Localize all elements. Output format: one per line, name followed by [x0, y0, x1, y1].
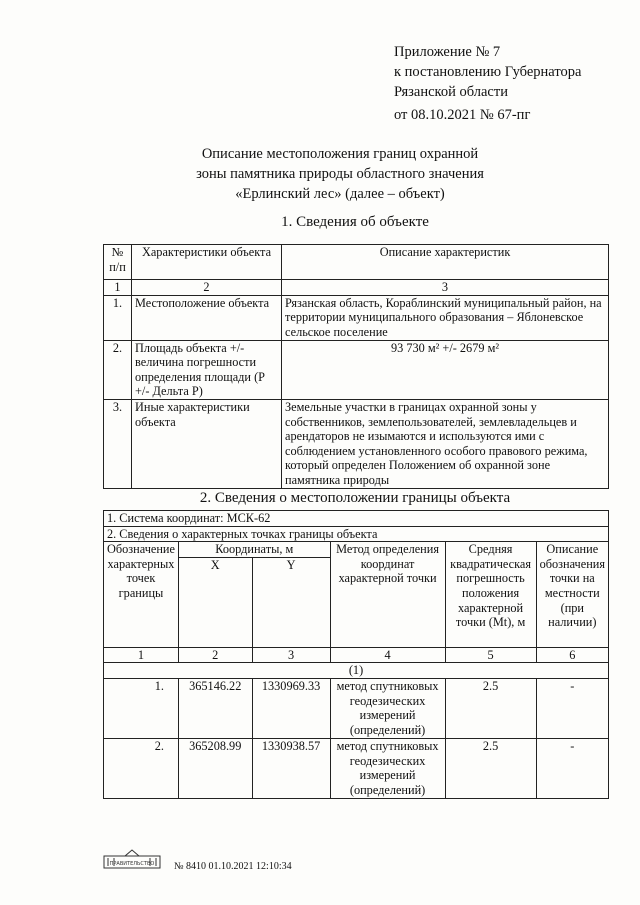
appendix-line: Рязанской области — [394, 84, 508, 100]
table-row — [104, 678, 609, 738]
point-id: 2. — [104, 738, 179, 798]
point-x: 365208.99 — [178, 738, 252, 798]
column-number: 1 — [104, 280, 132, 296]
point-error: 2.5 — [445, 738, 536, 798]
object-info-table — [103, 244, 609, 489]
appendix-date: от 08.10.2021 № 67-пг — [394, 107, 531, 123]
table-header-row — [104, 542, 609, 558]
row-description: Рязанская область, Кораблинский муниципальный район, на территории муниципального образования – Яблоневское сельское поселение — [282, 295, 609, 340]
section2-heading: 2. Сведения о местоположении границы объекта — [199, 490, 511, 506]
row-characteristic: Площадь объекта +/- величина погрешности определения площади (Р +/- Дельта Р) — [132, 340, 282, 399]
contour-label: (1) — [104, 663, 609, 679]
header-cell: Метод определения координат характерной точки — [330, 542, 445, 648]
point-x: 365146.22 — [178, 678, 252, 738]
column-number-row — [104, 280, 609, 296]
row-characteristic: Местоположение объекта — [132, 295, 282, 340]
appendix-line: к постановлению Губернатора — [394, 64, 582, 80]
column-number: 2 — [178, 647, 252, 663]
column-number: 4 — [330, 647, 445, 663]
stamp-caption: ПРАВИТЕЛЬСТВО — [109, 861, 155, 867]
header-cell: Описание обозначения точки на местности (при наличии) — [536, 542, 608, 648]
point-description: - — [536, 738, 608, 798]
row-number: 2. — [104, 340, 132, 399]
point-error: 2.5 — [445, 678, 536, 738]
point-y: 1330969.33 — [252, 678, 330, 738]
header-cell: № п/п — [104, 245, 132, 280]
points-title: 2. Сведения о характерных точках границы объекта — [104, 526, 609, 542]
header-cell: Координаты, м — [178, 542, 330, 558]
registration-number: № 8410 01.10.2021 12:10:34 — [174, 861, 292, 872]
point-id: 1. — [104, 678, 179, 738]
appendix-line: Приложение № 7 — [394, 44, 501, 60]
header-cell: Характеристики объекта — [132, 245, 282, 280]
row-number: 1. — [104, 295, 132, 340]
table-row — [104, 340, 609, 399]
document-title — [0, 144, 640, 204]
point-method: метод спутниковых геодезических измерений (определений) — [330, 678, 445, 738]
column-number: 1 — [104, 647, 179, 663]
points-title-row — [104, 526, 609, 542]
column-number: 3 — [252, 647, 330, 663]
header-cell: Средняя квадратическая погрешность положения характерной точки (Mt), м — [445, 542, 536, 648]
title-line: «Ерлинский лес» (далее – объект) — [235, 186, 445, 202]
row-characteristic: Иные характеристики объекта — [132, 399, 282, 488]
row-number: 3. — [104, 399, 132, 488]
point-y: 1330938.57 — [252, 738, 330, 798]
contour-row — [104, 663, 609, 679]
table-row — [104, 738, 609, 798]
appendix-block — [394, 42, 581, 125]
column-number: 6 — [536, 647, 608, 663]
header-cell-y: Y — [252, 557, 330, 647]
table-header-row — [104, 245, 609, 280]
column-number: 3 — [282, 280, 609, 296]
government-building-stamp-icon — [103, 848, 161, 870]
column-number-row — [104, 647, 609, 663]
point-method: метод спутниковых геодезических измерений (определений) — [330, 738, 445, 798]
table-row — [104, 399, 609, 488]
column-number: 5 — [445, 647, 536, 663]
section1-heading: 1. Сведения об объекте — [281, 214, 429, 230]
coord-system: 1. Система координат: МСК-62 — [104, 511, 609, 527]
header-cell: Описание характеристик — [282, 245, 609, 280]
boundary-points-table — [103, 510, 609, 799]
coord-system-row — [104, 511, 609, 527]
row-description: 93 730 м² +/- 2679 м² — [282, 340, 609, 399]
column-number: 2 — [132, 280, 282, 296]
table-row — [104, 295, 609, 340]
row-description: Земельные участки в границах охранной зоны у собственников, землепользователей, землевладельцев и арендаторов не изымаются и используются ими с соблюдением установленного особого правового режима, который определен Положением об охранной зоне памятника природы — [282, 399, 609, 488]
header-cell: Обозначение характерных точек границы — [104, 542, 179, 648]
title-line: зоны памятника природы областного значения — [196, 166, 484, 182]
title-line: Описание местоположения границ охранной — [201, 146, 479, 162]
header-cell-x: X — [178, 557, 252, 647]
point-description: - — [536, 678, 608, 738]
